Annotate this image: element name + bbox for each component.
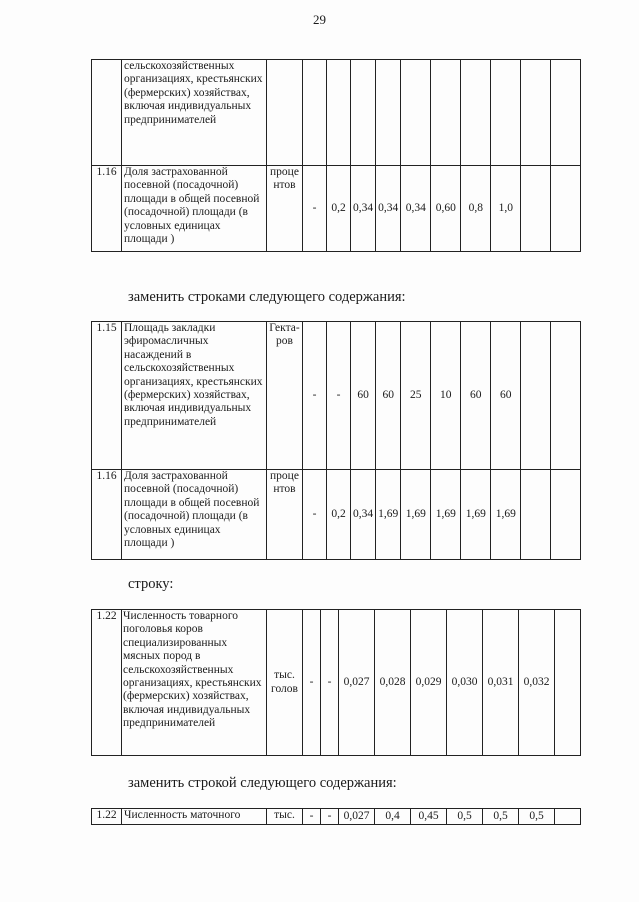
indicator-table-bottom [91,808,581,825]
value-cell [551,470,581,560]
indicator-name: Доля застрахованной посевной (посадочной) площади в общей посевной (посадочной) площади (в условных единицах площади ) [122,470,267,560]
value-cell [521,60,551,166]
instruction-text: заменить строкой следующего содержания: [128,775,397,791]
value-cell: 0,34 [351,166,376,252]
value-cell: 0,34 [376,166,401,252]
value-cell: 1,69 [401,470,431,560]
value-cell: 0,34 [351,470,376,560]
value-cell: 0,60 [431,166,461,252]
unit-cell: проце нтов [267,470,303,560]
value-cell: - [321,610,339,756]
row-number: 1.16 [92,166,122,252]
value-cell: 0,032 [519,610,555,756]
value-cell: - [303,322,327,470]
indicator-table-replacement [91,321,581,560]
indicator-name: Площадь закладки эфиромасличных насаждений в сельскохозяйственных организациях, крестьянских (фермерских) хозяйствах, включая индивидуальных предпринимателей [122,322,267,470]
value-cell: - [303,809,321,825]
value-cell: - [327,322,351,470]
value-cell [327,60,351,166]
value-cell [521,322,551,470]
value-cell: 0,4 [375,809,411,825]
value-cell [555,809,581,825]
value-cell: 0,027 [339,809,375,825]
value-cell: 0,027 [339,610,375,756]
value-cell: 60 [461,322,491,470]
value-cell: 60 [351,322,376,470]
value-cell: 1,69 [461,470,491,560]
indicator-table-line [91,609,581,756]
table-row [92,322,581,470]
value-cell: 10 [431,322,461,470]
value-cell [551,166,581,252]
row-number: 1.22 [92,809,122,825]
table-row [92,60,581,166]
row-number: 1.15 [92,322,122,470]
instruction-text: строку: [128,576,174,592]
value-cell: 0,031 [483,610,519,756]
row-number: 1.16 [92,470,122,560]
value-cell [351,60,376,166]
value-cell: - [321,809,339,825]
value-cell: 0,029 [411,610,447,756]
value-cell [303,60,327,166]
value-cell: 1,69 [376,470,401,560]
value-cell: 0,2 [327,470,351,560]
value-cell: 1,0 [491,166,521,252]
value-cell: 0,5 [447,809,483,825]
value-cell: 0,8 [461,166,491,252]
value-cell [551,322,581,470]
value-cell [555,610,581,756]
value-cell: 0,5 [519,809,555,825]
value-cell: 0,2 [327,166,351,252]
indicator-name: сельскохозяйственных организациях, крестьянских (фермерских) хозяйствах, включая индивидуальных предпринимателей [122,60,267,166]
page-number: 29 [313,12,326,27]
value-cell: 0,45 [411,809,447,825]
value-cell [521,166,551,252]
value-cell: - [303,166,327,252]
value-cell: 25 [401,322,431,470]
indicator-table-top [91,59,581,252]
value-cell: 1,69 [491,470,521,560]
unit-cell [267,60,303,166]
value-cell [401,60,431,166]
unit-cell: тыс. голов [267,610,303,756]
value-cell: 60 [376,322,401,470]
instruction-text: заменить строками следующего содержания: [128,289,406,305]
table-row [92,166,581,252]
row-number: 1.22 [92,610,122,756]
unit-cell: тыс. [267,809,303,825]
value-cell: - [303,610,321,756]
row-number [92,60,122,166]
value-cell [521,470,551,560]
indicator-name: Доля застрахованной посевной (посадочной) площади в общей посевной (посадочной) площади (в условных единицах площади ) [122,166,267,252]
table-row [92,809,581,825]
value-cell: 0,030 [447,610,483,756]
value-cell: - [303,470,327,560]
value-cell [491,60,521,166]
indicator-name: Численность маточного [122,809,267,825]
value-cell: 0,028 [375,610,411,756]
value-cell: 0,5 [483,809,519,825]
value-cell: 0,34 [401,166,431,252]
unit-cell: Гекта-ров [267,322,303,470]
unit-cell: проце нтов [267,166,303,252]
table-row [92,470,581,560]
value-cell [461,60,491,166]
value-cell: 60 [491,322,521,470]
value-cell [376,60,401,166]
value-cell [551,60,581,166]
value-cell [431,60,461,166]
value-cell: 1,69 [431,470,461,560]
table-row [92,610,581,756]
indicator-name: Численность товарного поголовья коров специализированных мясных пород в сельскохозяйственных организациях, крестьянских (фермерских) хозяйствах, включая индивидуальных предпринимателей [122,610,267,756]
